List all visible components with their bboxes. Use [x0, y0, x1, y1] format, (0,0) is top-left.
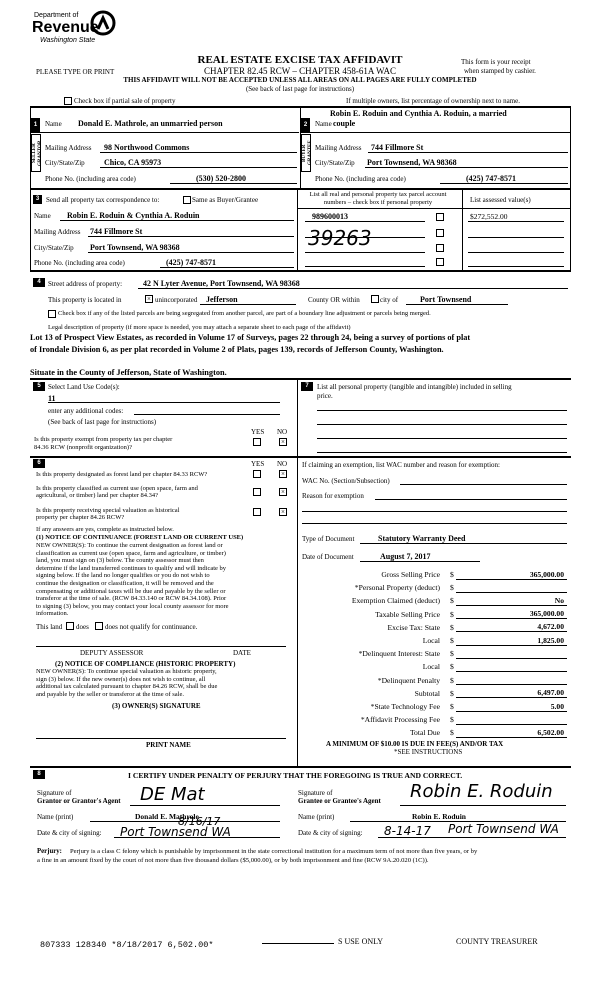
form-warning: THIS AFFIDAVIT WILL NOT BE ACCEPTED UNLESS ALL AREAS ON ALL PAGES ARE FULLY COMPLETED — [123, 76, 477, 84]
perjury-line2: a fine in an amount fixed by the court of not more than five thousand dollars ($5,000.00), or by both imprisonment and fine (RCW 9A.20.020 (1C)). — [37, 857, 429, 864]
buyer-phone: (425) 747-8571 — [466, 174, 516, 183]
rule — [130, 805, 280, 806]
within-city-checkbox[interactable] — [371, 295, 379, 303]
seller-phone: (530) 520-2800 — [196, 174, 246, 183]
rule — [48, 402, 280, 403]
located-in-label: This property is located in — [48, 296, 122, 304]
historic-q1: Is this property receiving special valuation as historical — [36, 507, 180, 514]
seller-city: Chico, CA 95973 — [104, 158, 162, 167]
this-land-label: This land — [36, 623, 63, 631]
legal-line-2: of Irondale Division 6, as per plat recorded in Volume 2 of Plats, pages 139, records of Jefferson County, Washington. — [30, 345, 444, 354]
unincorporated-label: unincorporated — [155, 296, 198, 304]
tax-row-currency: $ — [450, 583, 454, 593]
parcel-personal-checkbox-2[interactable] — [436, 229, 444, 237]
form-title: REAL ESTATE EXCISE TAX AFFIDAVIT — [197, 54, 403, 66]
rule — [88, 236, 294, 237]
buyer-name-line1: Robin E. Roduin and Cynthia A. Roduin, a married — [330, 109, 507, 118]
tax-row-label: *State Technology Fee — [370, 702, 440, 711]
tax-row-label: Taxable Selling Price — [375, 609, 440, 619]
rule — [30, 188, 571, 190]
grantee-date-label: Date & city of signing: — [298, 829, 363, 837]
rule — [60, 220, 294, 221]
rule — [468, 237, 564, 238]
grantee-sig-label1: Signature of — [298, 789, 333, 797]
buyer-name-line2: couple — [333, 119, 356, 128]
tax-row-value: 6,497.00 — [537, 688, 564, 698]
rule — [305, 221, 425, 222]
seller-mailing: 98 Northwood Commons — [104, 143, 190, 152]
handwritten-number: 39263 — [308, 226, 372, 250]
same-as-buyer-label: Same as Buyer/Grantee — [192, 196, 259, 204]
does-label: does — [76, 623, 89, 631]
grantor-signature: DE Mat — [140, 784, 205, 805]
buyer-city-label: City/State/Zip — [315, 159, 355, 167]
buyer-mailing-label: Mailing Address — [315, 144, 362, 152]
rule — [30, 456, 298, 458]
buyer-side-label: BUYER GRANTEE — [301, 134, 311, 172]
tax-row-currency: $ — [450, 675, 454, 685]
forest-yes-checkbox[interactable] — [253, 470, 261, 478]
tax-row-label: Subtotal — [414, 688, 440, 698]
section-7-badge: 7 — [301, 382, 313, 391]
doc-date-label: Date of Document — [302, 553, 354, 561]
notice1-title: (1) NOTICE OF CONTINUANCE (FOREST LAND OR CURRENT USE) — [36, 534, 244, 541]
tax-row-value: 5.00 — [550, 701, 564, 711]
buyer-phone-label: Phone No. (including area code) — [315, 175, 406, 183]
tax-row-label: Exemption Claimed (deduct) — [351, 596, 440, 606]
seller-name: Donald E. Mathrole, an unmarried person — [78, 119, 223, 128]
rule — [456, 631, 567, 632]
grantee-date-written: 8-14-17 — [384, 824, 431, 838]
multiple-owners-note: If multiple owners, list percentage of ownership next to name. — [346, 97, 520, 105]
wac-label: WAC No. (Section/Subsection) — [302, 477, 390, 485]
current-use-yes-checkbox[interactable] — [253, 488, 261, 496]
same-as-buyer-checkbox[interactable] — [183, 196, 191, 204]
notice1-line: NEW OWNER(S): To continue the current designation as forest land or — [36, 542, 223, 549]
grantee-name: Robin E. Roduin — [412, 812, 466, 821]
section-5-badge: 5 — [33, 382, 45, 391]
rule — [36, 738, 286, 739]
rule — [297, 188, 298, 270]
historic-q2: property per chapter 84.26 RCW? — [36, 514, 125, 521]
rule — [360, 543, 567, 544]
seller-phone-label: Phone No. (including area code) — [45, 175, 136, 183]
grantee-sig-label2: Grantee or Grantee's Agent — [298, 797, 381, 805]
tax-row-label: *Personal Property (deduct) — [354, 583, 440, 593]
rule — [365, 167, 568, 168]
rule — [440, 183, 568, 184]
land-use-label: Select Land Use Code(s): — [48, 383, 120, 391]
rule — [360, 561, 480, 562]
treasurer-use-only: S USE ONLY — [338, 937, 383, 946]
tax-row-currency: $ — [450, 636, 454, 645]
rule — [456, 645, 567, 646]
forest-no-checkbox[interactable]: × — [279, 470, 287, 478]
deputy-date-label: DATE — [233, 649, 251, 657]
section-8-badge: 8 — [33, 770, 45, 779]
rule — [400, 484, 567, 485]
notice1-line: determine if the land transferred continues to qualify and will indicate by — [36, 564, 227, 572]
rule — [317, 452, 567, 453]
perjury-line1: Perjury is a class C felony which is punishable by imprisonment in the state correctional institution for a maximum term of not more than five years, or by — [70, 848, 478, 855]
tax-row-label: *Affidavit Processing Fee — [360, 715, 440, 725]
buyer-mailing: 744 Fillmore St — [371, 143, 424, 152]
does-not-checkbox[interactable] — [95, 622, 103, 630]
doc-type: Statutory Warranty Deed — [378, 534, 466, 543]
grantor-date-city: Port Townsend WA — [120, 825, 231, 839]
certify-statement: I CERTIFY UNDER PENALTY OF PERJURY THAT THE FOREGOING IS TRUE AND CORRECT. — [128, 771, 463, 780]
rule — [170, 183, 297, 184]
receipt-note2: when stamped by cashier. — [464, 67, 536, 75]
grantor-name-label: Name (print) — [37, 813, 74, 821]
tax-row-currency: $ — [450, 715, 454, 725]
exempt-q1: Is this property exempt from property tax per chapter — [34, 436, 173, 443]
notice1-line: compensating or additional taxes will be due and payable by the seller or — [36, 587, 226, 595]
rule — [378, 837, 566, 838]
doc-type-label: Type of Document — [302, 535, 355, 543]
rule — [456, 618, 567, 619]
cashier-stamp: 807333 128340 *8/18/2017 6,502.00* — [40, 940, 214, 950]
rule — [134, 414, 280, 415]
dept-line3: Washington State — [40, 37, 96, 44]
grantor-date-written: 8/16/17 — [178, 815, 221, 828]
rule — [570, 106, 571, 188]
notice1-body — [36, 542, 229, 618]
segregated-label: Check box if any of the listed parcels are being segregated from another parcel, are part of a boundary line adjustment or parcels being merged. — [58, 310, 431, 317]
notice1-line: signing below. If the land no longer qualifies or you do not wish to — [36, 572, 210, 580]
county-name: Jefferson — [206, 295, 238, 304]
parcel-number: 989600013 — [312, 212, 348, 221]
notice1-line: information. — [36, 610, 69, 618]
rule — [302, 523, 567, 524]
section-2-badge: 2 — [301, 118, 310, 132]
rule — [138, 288, 568, 289]
dor-logo-icon — [90, 10, 116, 36]
section-1-badge: 1 — [31, 118, 40, 132]
unincorporated-checkbox[interactable]: × — [145, 295, 153, 303]
buyer-name-label: Name — [315, 120, 332, 128]
notice2-body — [36, 668, 217, 698]
deputy-assessor-label: DEPUTY ASSESSOR — [80, 649, 144, 657]
county-or-label: County OR within — [308, 296, 360, 304]
legal-line-3: Situate in the County of Jefferson, State of Washington. — [30, 368, 227, 377]
segregated-checkbox[interactable] — [48, 310, 56, 318]
section-4-badge: 4 — [33, 278, 45, 287]
rule — [262, 943, 334, 944]
tax-row-value: 1,825.00 — [537, 635, 564, 645]
rule — [30, 270, 571, 272]
s5-yes: YES — [251, 428, 265, 436]
tax-row-currency: $ — [450, 596, 454, 606]
corr-city-label: City/State/Zip — [34, 244, 74, 252]
rule — [317, 424, 567, 425]
rule — [298, 456, 571, 458]
corr-name-label: Name — [34, 212, 51, 220]
does-not-label: does not qualify for continuance. — [105, 623, 198, 631]
tax-row-value: 6,502.00 — [537, 727, 564, 737]
see-instructions: *SEE INSTRUCTIONS — [394, 748, 463, 756]
current-use-q2: agricultural, or timber) land per chapter 84.34? — [36, 492, 159, 499]
tax-row-value: No — [554, 595, 564, 605]
rule — [400, 805, 566, 806]
s6-no: NO — [277, 460, 288, 468]
print-name-label: PRINT NAME — [146, 741, 191, 749]
legal-label: Legal description of property (if more space is needed, you may attach a separate sheet to each page of the affidavit) — [48, 324, 351, 331]
grantor-sig-label2: Grantor or Grantor's Agent — [37, 797, 121, 805]
notice1-line: classification as current use (open space, farm and agriculture, or timber) — [36, 549, 226, 557]
notice1-line: transferor at the time of sale. (RCW 84.33.140 or RCW 84.34.108). Prior — [36, 595, 227, 603]
additional-codes-label: enter any additional codes: — [48, 407, 124, 415]
property-city: Port Townsend — [420, 295, 472, 304]
tax-row-label: Local — [422, 636, 440, 645]
rule — [462, 188, 463, 270]
rule — [368, 152, 568, 153]
rule — [36, 646, 286, 647]
grantee-name-label: Name (print) — [298, 813, 335, 821]
tax-row-label: Total Due — [409, 728, 440, 738]
notice1-line: continue the designation or classification, it will be removed and the — [36, 579, 214, 587]
rule — [297, 378, 298, 766]
seller-name-label: Name — [45, 120, 62, 128]
corr-mailing-label: Mailing Address — [34, 228, 81, 236]
seller-side-label: SELLER GRANTOR — [31, 134, 41, 172]
forest-q: Is this property designated as forest land per chapter 84.33 RCW? — [36, 471, 208, 478]
rule — [100, 152, 297, 153]
rule — [301, 132, 570, 133]
buyer-city: Port Townsend, WA 98368 — [367, 158, 457, 167]
county-treasurer: COUNTY TREASURER — [456, 937, 538, 946]
section-3-badge: 3 — [33, 195, 42, 204]
corr-mailing: 744 Fillmore St — [90, 227, 143, 236]
parcel-personal-checkbox-3[interactable] — [436, 244, 444, 252]
rule — [30, 188, 31, 270]
tax-row-label: Gross Selling Price — [381, 570, 440, 579]
rule — [305, 266, 425, 267]
s6-yes: YES — [251, 460, 265, 468]
rule — [456, 579, 567, 580]
dept-line2: Revenue — [32, 19, 99, 36]
grantor-name: Donald E. Mathrole — [135, 812, 199, 821]
exempt-q2: 84.36 RCW (nonprofit organization)? — [34, 444, 132, 451]
tax-row-currency: $ — [450, 728, 454, 738]
parcel-personal-checkbox-4[interactable] — [436, 258, 444, 266]
see-back: (See back of last page for instructions) — [245, 85, 355, 93]
historic-yes-checkbox[interactable] — [253, 508, 261, 516]
grantee-signature: Robin E. Roduin — [410, 781, 553, 802]
notice2-line: sign (3) below. If the new owner(s) does not wish to continue, all — [36, 675, 206, 683]
if-yes-note: If any answers are yes, complete as instructed below. — [36, 526, 174, 533]
rule — [456, 605, 567, 606]
s5-no: NO — [277, 428, 288, 436]
grantor-date-label: Date & city of signing: — [37, 829, 102, 837]
rule — [88, 252, 294, 253]
assessed-value: $272,552.00 — [470, 212, 508, 221]
street-label: Street address of property: — [48, 280, 123, 288]
assessed-header: List assessed value(s) — [470, 196, 531, 204]
rule — [305, 252, 425, 253]
parcel-personal-checkbox-1[interactable] — [436, 213, 444, 221]
notice2-line: additional tax calculated pursuant to chapter 84.26 RCW, shall be due — [36, 683, 218, 691]
notice1-line: land, you must sign on (3) below. The county assessor must then — [36, 557, 204, 565]
notice2-line: NEW OWNER(S): To continue special valuation as historic property, — [36, 668, 217, 675]
tax-row-currency: $ — [450, 662, 454, 672]
current-use-no-checkbox[interactable]: × — [279, 488, 287, 496]
tax-row-currency: $ — [450, 649, 454, 659]
rule — [406, 304, 508, 305]
city-of-label: city of — [380, 296, 399, 304]
grantor-sig-label1: Signature of — [37, 789, 72, 797]
parcel-header: List all real and personal property tax parcel account numbers – check box if personal property — [309, 191, 447, 206]
tax-row-value: 365,000.00 — [529, 569, 564, 579]
partial-sale-label: Check box if partial sale of property — [74, 97, 176, 105]
tax-row-label: Local — [422, 662, 440, 672]
personal-property-label2: price. — [317, 392, 333, 400]
tax-row-value: 365,000.00 — [529, 609, 564, 619]
tax-row-currency: $ — [450, 688, 454, 698]
section-6-badge: 6 — [33, 459, 45, 468]
current-use-q1: Is this property classified as current use (open space, farm and — [36, 485, 198, 492]
rule — [468, 252, 564, 253]
historic-no-checkbox[interactable]: × — [279, 508, 287, 516]
rule — [456, 697, 567, 698]
notice1-line: to signing (3) below, you may contact your local county assessor for more — [36, 602, 229, 610]
rule — [468, 266, 564, 267]
dor-logo — [34, 10, 124, 50]
rule — [456, 671, 567, 672]
rule — [456, 737, 567, 738]
rule — [302, 511, 567, 512]
receipt-note1: This form is your receipt — [461, 58, 531, 66]
rule — [160, 267, 294, 268]
rule — [305, 237, 425, 238]
land-use-see-back: (See back of last page for instructions) — [48, 418, 157, 426]
corr-name: Robin E. Roduin & Cynthia A. Roduin — [67, 211, 200, 220]
does-checkbox[interactable] — [66, 622, 74, 630]
corr-phone: (425) 747-8571 — [166, 258, 216, 267]
tax-row-currency: $ — [450, 609, 454, 619]
tax-row-currency: $ — [450, 622, 454, 632]
personal-property-label1: List all personal property (tangible and intangible) included in selling — [317, 383, 512, 391]
rule — [570, 188, 571, 270]
notice2-title: (2) NOTICE OF COMPLIANCE (HISTORIC PROPERTY) — [55, 660, 236, 668]
tax-row-currency: $ — [450, 570, 454, 579]
rule — [375, 499, 567, 500]
exempt-yes-checkbox[interactable] — [253, 438, 261, 446]
rule — [114, 837, 280, 838]
exemption-label: If claiming an exemption, list WAC number and reason for exemption: — [302, 461, 500, 469]
correspondence-label: Send all property tax correspondence to: — [46, 196, 160, 204]
owner-signature-label: (3) OWNER(S) SIGNATURE — [112, 702, 201, 710]
corr-phone-label: Phone No. (including area code) — [34, 259, 125, 267]
land-use-code: 11 — [48, 394, 56, 403]
rule — [456, 684, 567, 685]
partial-sale-checkbox[interactable] — [64, 97, 72, 105]
perjury-label: Perjury: — [37, 848, 62, 855]
street-address: 42 N Lyter Avenue, Port Townsend, WA 98368 — [143, 279, 300, 288]
reason-label: Reason for exemption — [302, 492, 364, 500]
rule — [456, 592, 567, 593]
minimum-note: A MINIMUM OF $10.00 IS DUE IN FEE(S) AND/OR TAX — [326, 740, 504, 748]
grantee-city-written: Port Townsend WA — [448, 822, 559, 836]
rule — [468, 221, 564, 222]
rule — [31, 132, 299, 133]
tax-row-label: *Delinquent Penalty — [377, 675, 440, 685]
please-type: PLEASE TYPE OR PRINT — [36, 68, 115, 76]
tax-row-currency: $ — [450, 702, 454, 711]
seller-city-label: City/State/Zip — [45, 159, 85, 167]
rule — [200, 304, 296, 305]
corr-city: Port Townsend, WA 98368 — [90, 243, 180, 252]
dept-line1: Department of — [34, 12, 79, 19]
rule — [298, 208, 570, 209]
rule — [456, 711, 567, 712]
rule — [456, 724, 567, 725]
tax-row-value: 4,672.00 — [537, 622, 564, 632]
notice2-line: and payable by the seller or transferor at the time of sale. — [36, 690, 184, 698]
tax-row-label: *Delinquent Interest: State — [358, 649, 440, 659]
form-subtitle: CHAPTER 82.45 RCW – CHAPTER 458-61A WAC — [204, 66, 396, 76]
rule — [456, 658, 567, 659]
rule — [317, 410, 567, 411]
rule — [317, 438, 567, 439]
rule — [30, 378, 571, 380]
tax-row-label: Excise Tax: State — [387, 622, 440, 632]
exempt-no-checkbox[interactable]: × — [279, 438, 287, 446]
doc-date: August 7, 2017 — [380, 552, 431, 561]
legal-line-1: Lot 13 of Prospect View Estates, as recorded in Volume 17 of Surveys, pages 22 through 24, being a survey of portions of plat — [30, 333, 471, 342]
rule — [30, 766, 571, 768]
rule — [100, 167, 297, 168]
seller-mailing-label: Mailing Address — [45, 144, 92, 152]
